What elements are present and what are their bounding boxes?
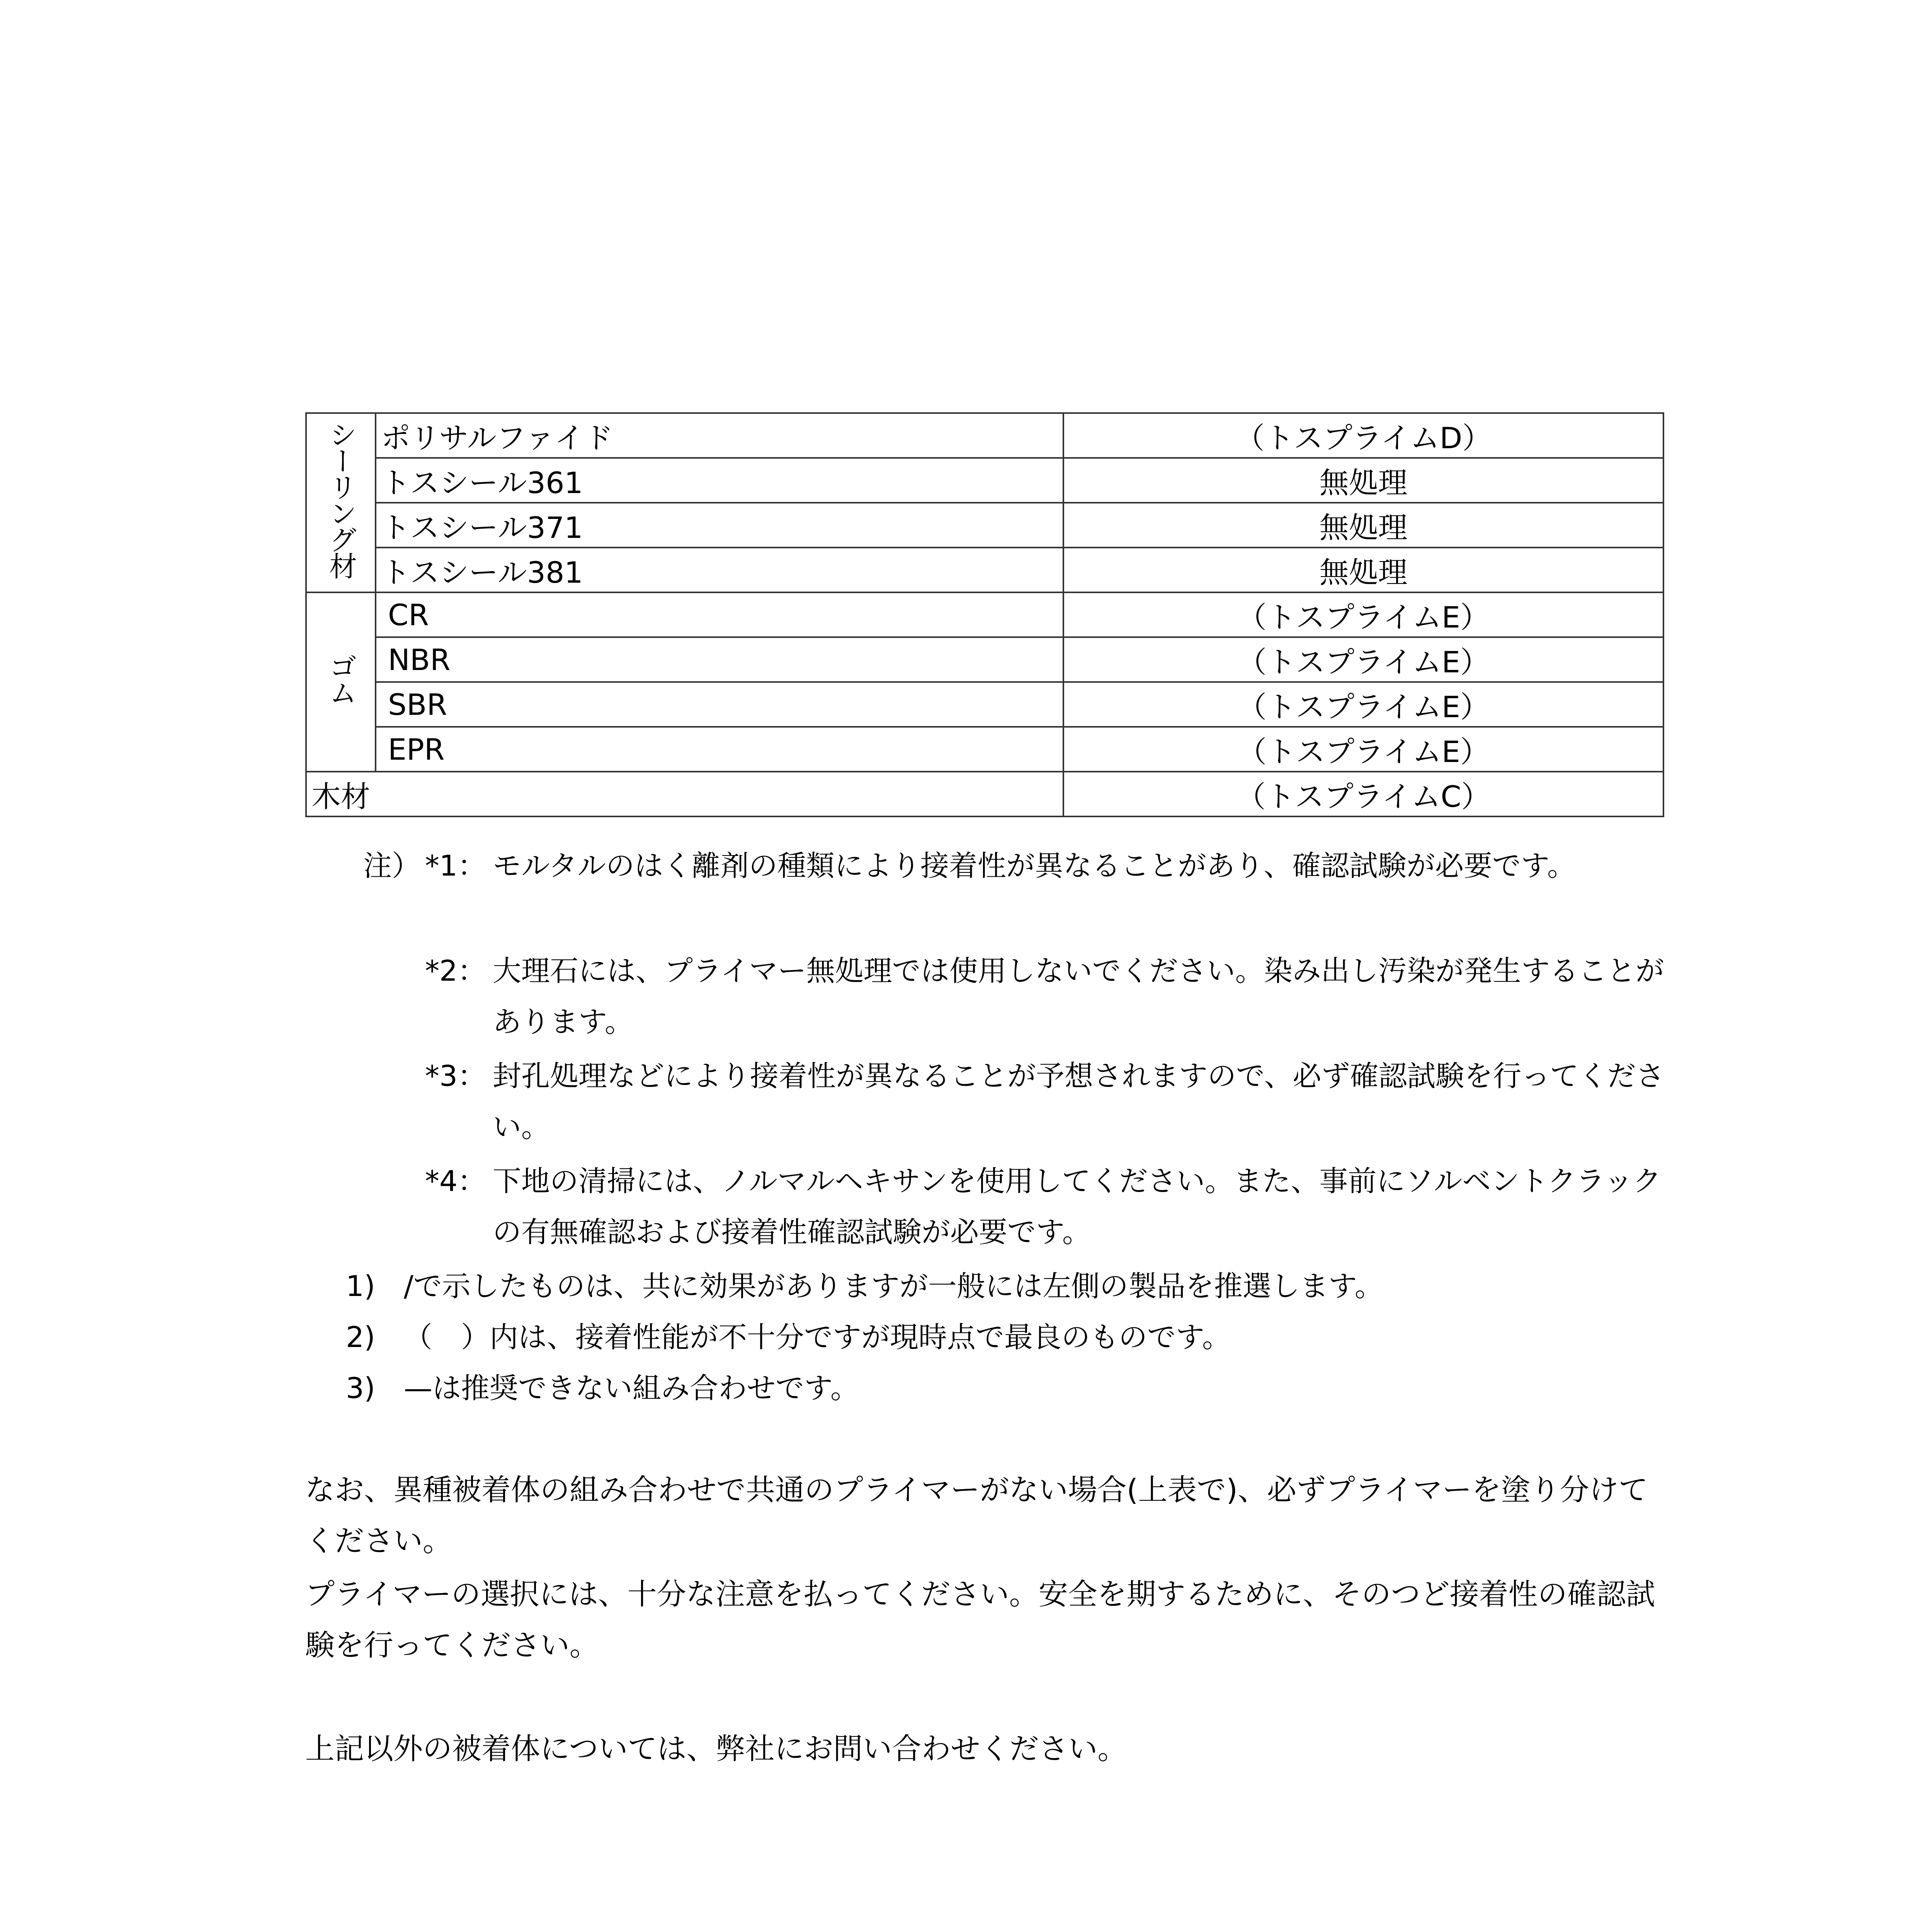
note-item — [363, 840, 1665, 942]
note-text: モルタルのはく離剤の種類により接着性が異なることがあり、確認試験が必要です。 — [493, 849, 1576, 883]
note-item — [425, 1051, 1665, 1153]
note-key: *4： — [425, 1165, 486, 1198]
note-item — [346, 1261, 1665, 1312]
primer-cell: （トスプライムE） — [1063, 682, 1663, 727]
note-text: 封孔処理などにより接着性が異なることが予想されますので、必ず確認試験を行ってください。 — [493, 1060, 1665, 1144]
table-row — [306, 637, 1663, 682]
group-label-text: ゴム — [325, 652, 357, 705]
primer-cell: （トスプライムD） — [1063, 413, 1663, 458]
primer-cell: （トスプライムC） — [1063, 772, 1663, 816]
note-text: /で示したものは、共に効果がありますが一般には左側の製品を推選します。 — [404, 1270, 1384, 1303]
note-text: 大理石には、プライマー無処理では使用しないでください。染み出し汚染が発生することがあります。 — [493, 954, 1664, 1039]
table-row — [306, 682, 1663, 727]
primer-cell: （トスプライムE） — [1063, 637, 1663, 682]
paragraph: なお、異種被着体の組み合わせで共通のプライマーがない場合(上表で)、必ずプライマーを塗り分けてください。 — [305, 1473, 1648, 1558]
material-cell: CR — [376, 592, 1063, 637]
note-item — [425, 946, 1665, 1048]
note-key: *1： — [425, 849, 486, 883]
group-label-text: シーリング材 — [325, 420, 357, 578]
table-row — [306, 458, 1663, 503]
group-label-sealant — [306, 413, 376, 592]
note-text: —は推奨できない組み合わせです。 — [404, 1372, 859, 1405]
material-cell: トスシール371 — [376, 503, 1063, 548]
material-cell: トスシール381 — [376, 548, 1063, 592]
note-item — [346, 1363, 1665, 1414]
note-key: 2) — [346, 1321, 375, 1354]
note-text: （ ）内は、接着性能が不十分ですが現時点で最良のものです。 — [404, 1321, 1231, 1354]
paragraph: プライマーの選択には、十分な注意を払ってください。安全を期するために、そのつど接着性の確認試験を行ってください。 — [305, 1577, 1655, 1662]
table-row — [306, 727, 1663, 772]
table-row — [306, 592, 1663, 637]
note-key: *3： — [425, 1060, 486, 1093]
primer-table — [305, 412, 1664, 817]
primer-cell: （トスプライムE） — [1063, 592, 1663, 637]
primer-cell: 無処理 — [1063, 458, 1663, 503]
table-row — [306, 548, 1663, 592]
note-text: 下地の清掃には、ノルマルヘキサンを使用してください。また、事前にソルベントクラックの有無確認および接着性確認試験が必要です。 — [493, 1165, 1662, 1249]
material-cell: NBR — [376, 637, 1063, 682]
material-cell: EPR — [376, 727, 1063, 772]
table-row — [306, 772, 1663, 816]
note-item — [346, 1312, 1665, 1363]
primer-cell: （トスプライムE） — [1063, 727, 1663, 772]
material-cell: SBR — [376, 682, 1063, 727]
primer-cell: 無処理 — [1063, 548, 1663, 592]
table-row — [306, 413, 1663, 458]
note-item — [425, 1156, 1665, 1258]
material-cell: トスシール361 — [376, 458, 1063, 503]
primer-cell: 無処理 — [1063, 503, 1663, 548]
note-prefix: 注） — [363, 849, 420, 883]
paragraph: 上記以外の被着体については、弊社にお問い合わせください。 — [305, 1731, 1127, 1766]
material-cell-wood: 木材 — [306, 772, 1063, 816]
table-row — [306, 503, 1663, 548]
note-key: 3) — [346, 1372, 375, 1405]
material-cell: ポリサルファイド — [376, 413, 1063, 458]
group-label-rubber — [306, 592, 376, 772]
note-key: 1) — [346, 1270, 375, 1303]
note-key: *2： — [425, 954, 486, 988]
